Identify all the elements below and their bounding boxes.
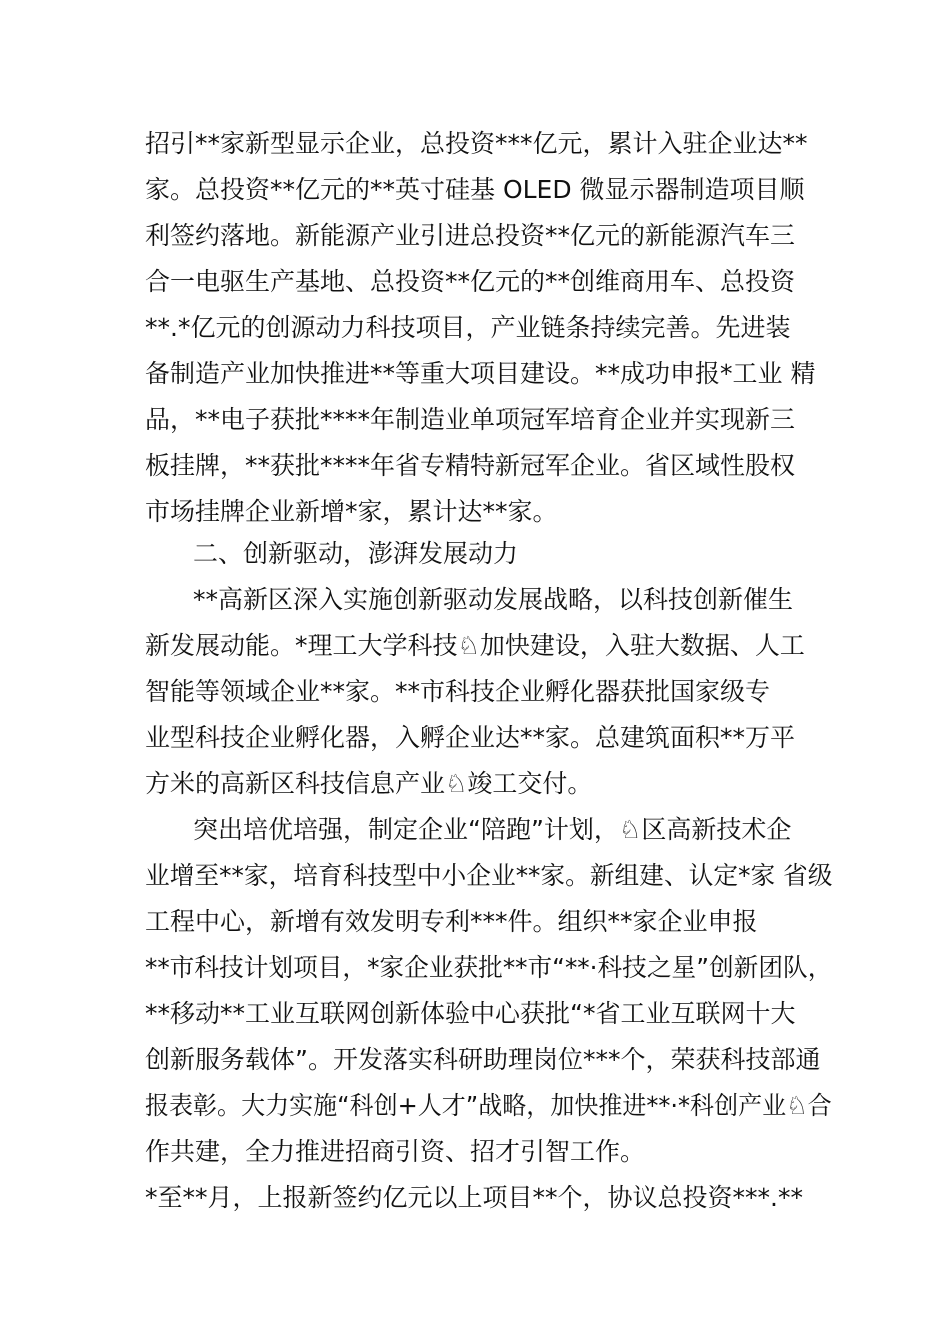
text-line: **市科技计划项目，*家企业获批**市“**·科技之星”创新团队， xyxy=(145,953,833,982)
text-line: 创新服务载体”。开发落实科研助理岗位***个，荣获科技部通 xyxy=(145,1045,821,1074)
text-line: 业型科技企业孵化器，入孵企业达**家。总建筑面积**万平 xyxy=(145,723,796,752)
section-heading: 二、创新驱动，澎湃发展动力 xyxy=(193,539,519,568)
text-line: 招引**家新型显示企业，总投资***亿元，累计入驻企业达** xyxy=(145,129,808,158)
text-line: 智能等领域企业**家。**市科技企业孵化器获批国家级专 xyxy=(145,677,771,706)
text-line: 利签约落地。新能源产业引进总投资**亿元的新能源汽车三 xyxy=(145,221,796,250)
paragraph-start: 突出培优培强，制定企业“陪跑”计划，♘区高新技术企 xyxy=(193,815,792,844)
text-line: 合一电驱生产基地、总投资**亿元的**创维商用车、总投资 xyxy=(145,267,796,296)
text-line: 家。总投资**亿元的**英寸硅基 OLED 微显示器制造项目顺 xyxy=(145,175,805,204)
paragraph-start: **高新区深入实施创新驱动发展战略，以科技创新催生 xyxy=(193,585,794,614)
text-line: 工程中心，新增有效发明专利***件。组织**家企业申报 xyxy=(145,907,758,936)
text-line: 方米的高新区科技信息产业♘竣工交付。 xyxy=(145,769,593,798)
text-line: **移动**工业互联网创新体验中心获批“*省工业互联网十大 xyxy=(145,999,796,1028)
text-line: 作共建，全力推进招商引资、招才引智工作。 xyxy=(145,1137,646,1166)
text-line: 报表彰。大力实施“科创+人才”战略，加快推进**·*科创产业♘合 xyxy=(145,1091,832,1120)
text-line: 品，**电子获批****年制造业单项冠军培育企业并实现新三 xyxy=(145,405,796,434)
text-line: *至**月，上报新签约亿元以上项目**个，协议总投资***.** xyxy=(145,1183,803,1212)
text-line: 备制造产业加快推进**等重大项目建设。**成功申报*工业 精 xyxy=(145,359,816,388)
text-line: 业增至**家，培育科技型中小企业**家。新组建、认定*家 省级 xyxy=(145,861,833,890)
text-line: 新发展动能。*理工大学科技♘加快建设，入驻大数据、人工 xyxy=(145,631,805,660)
text-line: **.*亿元的创源动力科技项目，产业链条持续完善。先进装 xyxy=(145,313,791,342)
text-line: 板挂牌，**获批****年省专精特新冠军企业。省区域性股权 xyxy=(145,451,796,480)
text-line: 市场挂牌企业新增*家，累计达**家。 xyxy=(145,497,558,526)
